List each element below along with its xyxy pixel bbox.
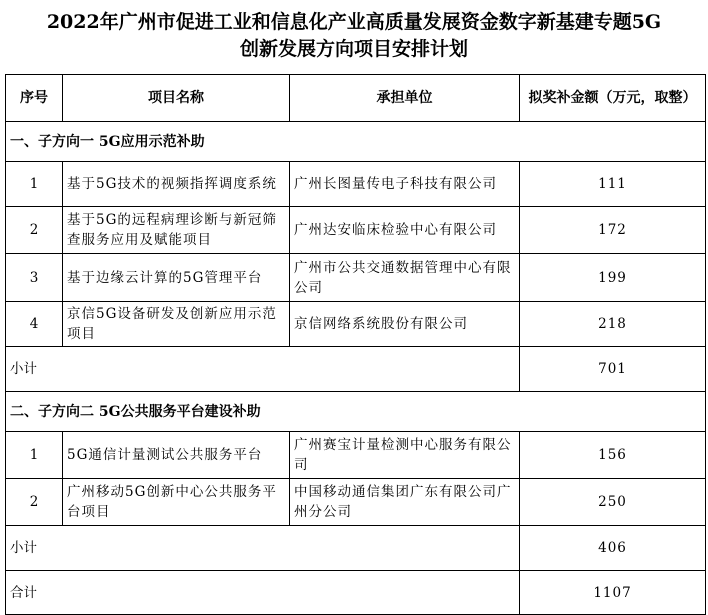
row-project: 基于5G技术的视频指挥调度系统 <box>63 162 290 207</box>
table-row <box>6 479 706 526</box>
row-amount: 199 <box>520 254 706 302</box>
subtotal-label: 小计 <box>6 347 520 392</box>
row-unit: 广州赛宝计量检测中心服务有限公司 <box>290 432 520 479</box>
row-amount: 111 <box>520 162 706 207</box>
row-amount: 218 <box>520 302 706 347</box>
row-seq: 1 <box>6 162 63 207</box>
funding-table <box>5 74 706 615</box>
row-seq: 1 <box>6 432 63 479</box>
subtotal-row <box>6 347 706 392</box>
header-unit: 承担单位 <box>290 75 520 122</box>
table-row <box>6 302 706 347</box>
row-project: 广州移动5G创新中心公共服务平台项目 <box>63 479 290 526</box>
row-project: 京信5G设备研发及创新应用示范项目 <box>63 302 290 347</box>
section-heading-row <box>6 392 706 432</box>
row-project: 基于5G的远程病理诊断与新冠筛查服务应用及赋能项目 <box>63 207 290 254</box>
table-row <box>6 162 706 207</box>
row-unit: 中国移动通信集团广东有限公司广州分公司 <box>290 479 520 526</box>
section-heading: 一、子方向一 5G应用示范补助 <box>6 122 706 162</box>
header-row <box>6 75 706 122</box>
subtotal-label: 小计 <box>6 526 520 571</box>
table-row <box>6 254 706 302</box>
header-seq: 序号 <box>6 75 63 122</box>
section-heading-row <box>6 122 706 162</box>
row-unit: 广州市公共交通数据管理中心有限公司 <box>290 254 520 302</box>
table-row <box>6 207 706 254</box>
total-amount: 1107 <box>520 571 706 615</box>
section-heading: 二、子方向二 5G公共服务平台建设补助 <box>6 392 706 432</box>
title-line-2: 创新发展方向项目安排计划 <box>239 38 468 60</box>
row-seq: 2 <box>6 207 63 254</box>
row-unit: 广州达安临床检验中心有限公司 <box>290 207 520 254</box>
row-amount: 156 <box>520 432 706 479</box>
header-amount: 拟奖补金额（万元，取整） <box>520 75 706 122</box>
row-amount: 250 <box>520 479 706 526</box>
table-row <box>6 432 706 479</box>
subtotal-amount: 406 <box>520 526 706 571</box>
header-project: 项目名称 <box>63 75 290 122</box>
row-project: 5G通信计量测试公共服务平台 <box>63 432 290 479</box>
row-seq: 2 <box>6 479 63 526</box>
subtotal-amount: 701 <box>520 347 706 392</box>
total-label: 合计 <box>6 571 520 615</box>
row-seq: 3 <box>6 254 63 302</box>
row-unit: 京信网络系统股份有限公司 <box>290 302 520 347</box>
row-seq: 4 <box>6 302 63 347</box>
row-amount: 172 <box>520 207 706 254</box>
title-line-1: 2022年广州市促进工业和信息化产业高质量发展资金数字新基建专题5G <box>46 11 662 33</box>
row-project: 基于边缘云计算的5G管理平台 <box>63 254 290 302</box>
document-title <box>0 0 708 74</box>
subtotal-row <box>6 526 706 571</box>
total-row <box>6 571 706 615</box>
row-unit: 广州长图量传电子科技有限公司 <box>290 162 520 207</box>
